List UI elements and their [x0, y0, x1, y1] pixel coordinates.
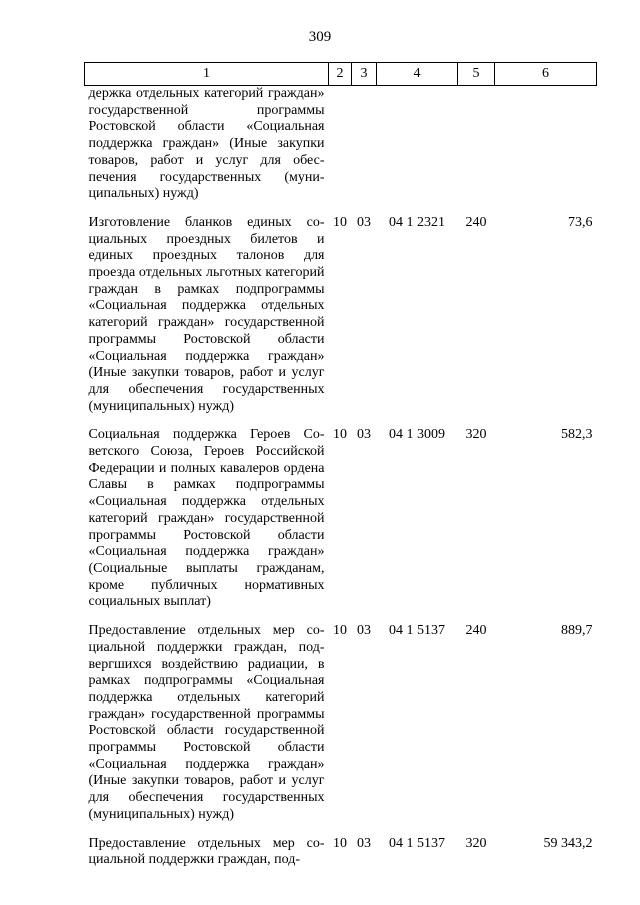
row-description: Социальная поддержка Героев Советского Союза, Героев Российской Федерации и полных кавалеров ордена Славы в рамках подпрограммы «Социальная поддержка отдельных категорий граждан» государственной программы Ростовской области «Социальная поддержка граждан» (Социальные выплаты гражданам, кроме публичных нормативных социальных выплат)	[88, 427, 325, 610]
row-subsection: 03	[357, 835, 371, 851]
row-description: Предоставление отдельных мер социальной поддержки граждан, под-	[88, 835, 325, 868]
budget-table	[84, 62, 597, 881]
row-section: 10	[333, 214, 347, 230]
table-row	[85, 427, 597, 623]
row-target-article: 04 1 2321	[389, 214, 445, 230]
row-subsection: 03	[357, 427, 371, 443]
row-subsection: 03	[357, 214, 371, 230]
row-target-article: 04 1 5137	[389, 835, 445, 851]
row-target-article: 04 1 5137	[389, 623, 445, 639]
row-subsection	[352, 86, 377, 215]
row-target-article: 04 1 3009	[389, 427, 445, 443]
table-row	[85, 215, 597, 427]
table-row	[85, 836, 597, 881]
column-header: 6	[495, 63, 597, 86]
row-amount: 889,7	[561, 623, 593, 639]
row-expense-type: 320	[465, 427, 487, 443]
row-amount	[495, 86, 597, 215]
column-header: 1	[85, 63, 329, 86]
row-expense-type: 320	[465, 835, 487, 851]
row-description: Предоставление отдельных мер социальной поддержки граждан, подвергшихся воздействию радиации, в рамках подпрограммы «Социальная поддержка отдельных категорий граждан» государственной программы Ростовской области государственной программы Ростовской области «Социальная поддержка граждан» (Иные закупки товаров, работ и услуг для обеспечения государственных (муниципальных) нужд)	[88, 623, 325, 822]
table-row	[85, 623, 597, 835]
row-amount: 582,3	[561, 427, 593, 443]
row-subsection: 03	[357, 623, 371, 639]
row-section: 10	[333, 623, 347, 639]
column-header: 5	[458, 63, 495, 86]
table-header-row	[85, 63, 597, 86]
row-description: Изготовление бланков единых социальных проездных билетов и единых проездных талонов для проезда отдельных льготных категорий граждан в рамках подпрограммы «Социальная поддержка отдельных категорий граждан» государственной программы Ростовской области «Социальная поддержка граждан» (Иные закупки товаров, работ и услуг для обеспечения государственных (муниципальных) нужд)	[88, 214, 325, 414]
row-expense-type: 240	[465, 623, 487, 639]
column-header: 3	[352, 63, 377, 86]
row-section: 10	[333, 427, 347, 443]
row-description: держка отдельных категорий граждан» государственной программы Ростовской области «Социальная поддержка граждан» (Иные закупки товаров, работ и услуг для обеспечения государственных (муниципальных) нужд)	[88, 86, 325, 202]
row-expense-type: 240	[465, 214, 487, 230]
column-header: 2	[329, 63, 352, 86]
table-row	[85, 86, 597, 215]
row-amount: 59 343,2	[543, 835, 593, 851]
row-expense-type	[458, 86, 495, 215]
column-header: 4	[377, 63, 458, 86]
row-amount: 73,6	[568, 214, 593, 230]
row-section: 10	[333, 835, 347, 851]
page-number: 309	[308, 29, 332, 45]
row-target-article	[377, 86, 458, 215]
row-section	[329, 86, 352, 215]
